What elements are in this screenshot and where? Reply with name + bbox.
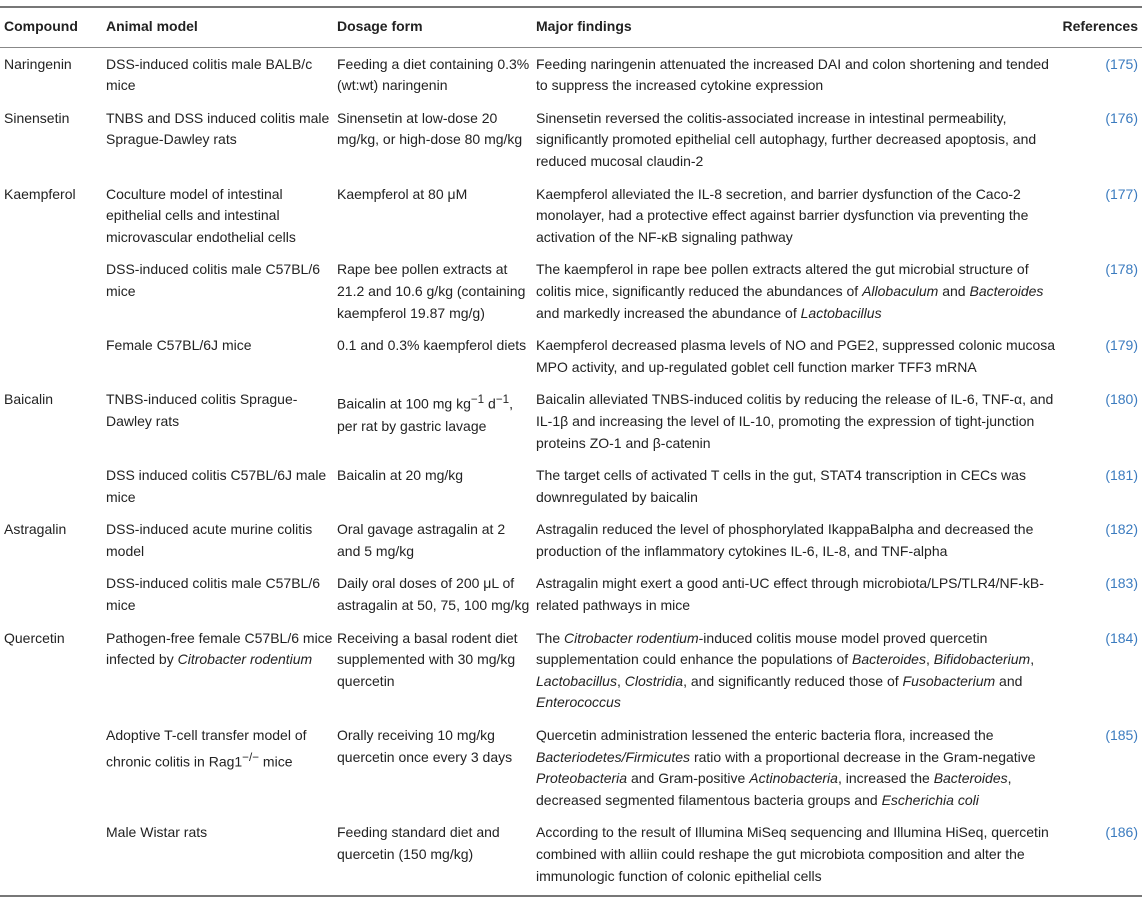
cell-major-findings: Feeding naringenin attenuated the increased DAI and colon shortening and tended to suppress the increased cytokine expression: [536, 55, 1049, 94]
cell-dosage-form: Feeding a diet containing 0.3% (wt:wt) naringenin: [337, 55, 530, 94]
cell-reference[interactable]: (177): [1105, 185, 1138, 202]
cell-reference[interactable]: (178): [1105, 261, 1138, 278]
cell-compound: Baicalin: [4, 391, 54, 408]
cell-compound: Astragalin: [4, 521, 67, 538]
cell-dosage-form: Orally receiving 10 mg/kg quercetin once every 3 days: [337, 727, 513, 765]
cell-major-findings: Kaempferol decreased plasma levels of NO and PGE2, suppressed colonic mucosa MPO activity, and up-regulated goblet cell function marker TFF3 mRNA: [536, 337, 1056, 375]
table-header: [0, 7, 1142, 47]
table-row: [0, 329, 1142, 383]
cell-compound: [0, 719, 104, 816]
cell-animal-model: DSS induced colitis C57BL/6J male mice: [106, 467, 327, 505]
header-animal-model: Animal model: [104, 7, 333, 47]
cell-animal-model: DSS-induced colitis male C57BL/6 mice: [106, 575, 320, 614]
table-row: [0, 383, 1142, 459]
cell-major-findings: Quercetin administration lessened the enteric bacteria flora, increased the Bacteriodetes/Firmicutes ratio with a proportional decrease in the Gram-negative Proteobacteria and Gram-positive Actinobacteria, increased the Bacteroides, decreased segmented filamentous bacteria groups and Escherichia coli: [536, 727, 1036, 808]
cell-compound: [0, 329, 104, 383]
cell-reference[interactable]: (183): [1105, 575, 1138, 592]
cell-animal-model: TNBS and DSS induced colitis male Sprague-Dawley rats: [106, 109, 330, 148]
cell-compound: Naringenin: [4, 55, 72, 72]
table-row: [0, 102, 1142, 178]
cell-animal-model: DSS-induced colitis male C57BL/6 mice: [106, 261, 320, 299]
header-dosage-form: Dosage form: [333, 7, 532, 47]
cell-reference[interactable]: (179): [1105, 337, 1138, 354]
cell-major-findings: Kaempferol alleviated the IL-8 secretion, and barrier dysfunction of the Caco-2 monolayer, had a protective effect against barrier dysfunction via preventing the activation of the NF-κB signaling pathway: [536, 185, 1029, 245]
cell-compound: [0, 816, 104, 896]
cell-dosage-form: Rape bee pollen extracts at 21.2 and 10.6 g/kg (containing kaempferol 19.87 mg/g): [337, 261, 526, 321]
cell-animal-model: DSS-induced colitis male BALB/c mice: [106, 55, 313, 94]
cell-dosage-form: Baicalin at 20 mg/kg: [337, 467, 464, 484]
compounds-table: [0, 6, 1142, 897]
table-body: [0, 47, 1142, 896]
cell-animal-model: DSS-induced acute murine colitis model: [106, 521, 313, 559]
cell-reference[interactable]: (180): [1105, 391, 1138, 408]
cell-major-findings: The Citrobacter rodentium-induced colitis mouse model proved quercetin supplementation could enhance the populations of Bacteroides, Bifidobacterium, Lactobacillus, Clostridia, and significantly reduced those of Fusobacterium and Enterococcus: [536, 629, 1035, 711]
table-row: [0, 178, 1142, 254]
cell-dosage-form: Oral gavage astragalin at 2 and 5 mg/kg: [337, 521, 506, 559]
cell-dosage-form: Feeding standard diet and quercetin (150 mg/kg): [333, 816, 532, 896]
cell-animal-model: Male Wistar rats: [104, 816, 333, 896]
table-row: [0, 719, 1142, 816]
cell-reference[interactable]: (184): [1105, 629, 1138, 646]
table-row: [0, 459, 1142, 513]
cell-animal-model: Pathogen-free female C57BL/6 mice infected by Citrobacter rodentium: [106, 629, 333, 668]
table-row: [0, 567, 1142, 621]
cell-dosage-form: Sinensetin at low-dose 20 mg/kg, or high-dose 80 mg/kg: [337, 109, 523, 148]
cell-major-findings: Astragalin might exert a good anti-UC effect through microbiota/LPS/TLR4/NF-kB-related pathways in mice: [536, 575, 1044, 614]
header-major-findings: Major findings: [532, 7, 1056, 47]
cell-reference[interactable]: (176): [1105, 109, 1138, 126]
cell-reference[interactable]: (181): [1105, 467, 1138, 484]
cell-animal-model: TNBS-induced colitis Sprague-Dawley rats: [106, 391, 298, 429]
cell-dosage-form: Kaempferol at 80 μM: [337, 185, 468, 202]
cell-reference[interactable]: (185): [1105, 727, 1138, 744]
cell-dosage-form: Baicalin at 100 mg $kg^{-1}$ $d^{-1}$, per rat by gastric lavage: [337, 393, 514, 434]
table-row: [0, 253, 1142, 329]
cell-major-findings: Baicalin alleviated TNBS-induced colitis by reducing the release of IL-6, TNF-α, and IL-1β and increasing the level of IL-10, promoting the expression of tight-junction proteins ZO-1 and β-catenin: [536, 391, 1054, 451]
cell-major-findings: The kaempferol in rape bee pollen extracts altered the gut microbial structure of colitis mice, significantly reduced the abundances of Allobaculum and Bacteroides and markedly increased the abundance of Lactobacillus: [536, 261, 1044, 321]
cell-major-findings: The target cells of activated T cells in the gut, STAT4 transcription in CECs was downregulated by baicalin: [536, 467, 1026, 505]
cell-dosage-form: Daily oral doses of 200 μL of astragalin at 50, 75, 100 mg/kg: [337, 575, 530, 614]
cell-compound: [0, 253, 104, 329]
table-row: [0, 513, 1142, 567]
cell-dosage-form: 0.1 and 0.3% kaempferol diets: [337, 337, 527, 354]
cell-compound: Kaempferol: [4, 185, 76, 202]
cell-compound: [0, 459, 104, 513]
header-row: [0, 7, 1142, 47]
cell-compound: [0, 567, 104, 621]
cell-compound: Sinensetin: [4, 109, 70, 126]
cell-reference[interactable]: (182): [1105, 521, 1138, 538]
cell-dosage-form: Receiving a basal rodent diet supplemented with 30 mg/kg quercetin: [337, 629, 518, 689]
cell-major-findings: According to the result of Illumina MiSeq sequencing and Illumina HiSeq, quercetin combined with alliin could reshape the gut microbiota composition and alter the immunologic function of colonic epithelial cells: [532, 816, 1056, 896]
table-row: [0, 816, 1142, 896]
table-row: [0, 622, 1142, 719]
table-row: [0, 47, 1142, 102]
header-references: References: [1056, 7, 1142, 47]
cell-reference[interactable]: (186): [1056, 816, 1142, 896]
cell-major-findings: Astragalin reduced the level of phosphorylated IkappaBalpha and decreased the production of the inflammatory cytokines IL-6, IL-8, and TNF-alpha: [536, 521, 1034, 559]
cell-compound: Quercetin: [4, 629, 65, 646]
cell-animal-model: Female C57BL/6J mice: [106, 337, 252, 354]
cell-major-findings: Sinensetin reversed the colitis-associated increase in intestinal permeability, significantly promoted epithelial cell autophagy, further decreased apoptosis, and reduced mucosal claudin-2: [536, 109, 1037, 169]
cell-reference[interactable]: (175): [1105, 55, 1138, 72]
cell-animal-model: Adoptive T-cell transfer model of chronic colitis in Rag1−/− mice: [106, 727, 307, 770]
header-compound: Compound: [0, 7, 104, 47]
cell-animal-model: Coculture model of intestinal epithelial cells and intestinal microvascular endothelial cells: [106, 185, 296, 245]
